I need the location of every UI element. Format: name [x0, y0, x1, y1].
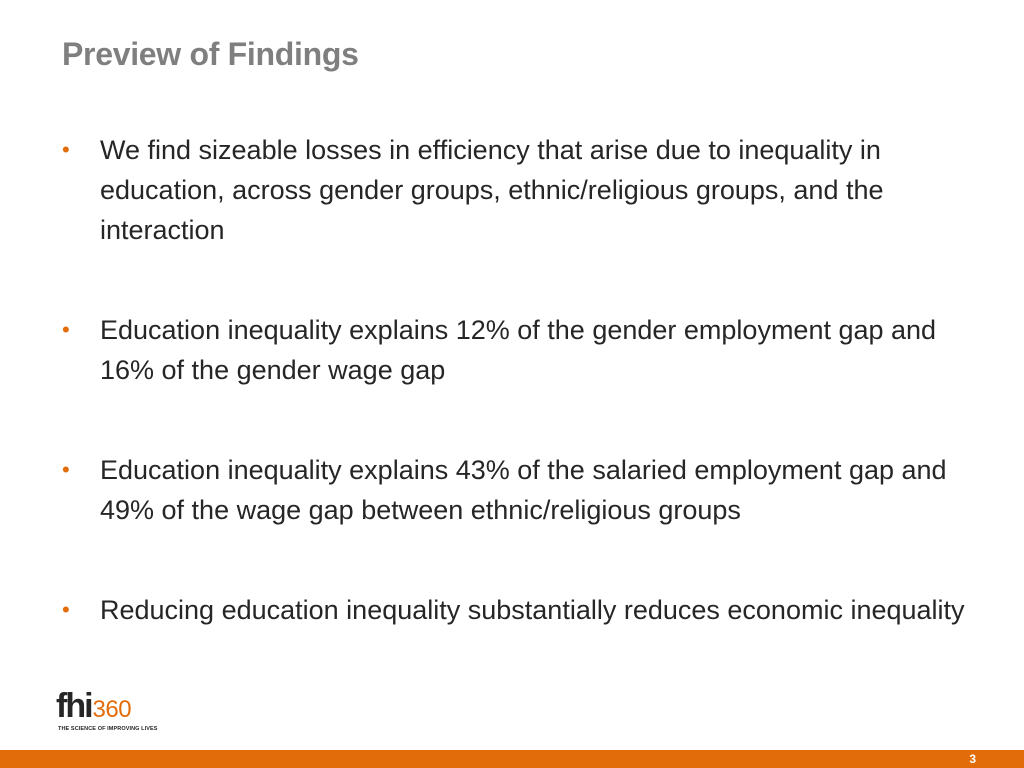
bullet-text: Education inequality explains 43% of the salaried employment gap and 49% of the wage gap between ethnic/religious groups	[100, 455, 947, 525]
page-number: 3	[969, 752, 976, 766]
bullet-text: Reducing education inequality substantially reduces economic inequality	[100, 595, 965, 625]
slide-title: Preview of Findings	[62, 36, 359, 72]
bullet-item	[62, 130, 982, 250]
bullet-marker: •	[62, 457, 70, 482]
logo-tagline: THE SCIENCE OF IMPROVING LIVES	[58, 726, 158, 732]
bullet-list	[62, 130, 982, 690]
logo-fhi-text: fhi	[56, 687, 92, 725]
bullet-item	[62, 310, 982, 390]
logo-wordmark	[56, 688, 131, 724]
bullet-item	[62, 450, 982, 530]
bullet-marker: •	[62, 597, 70, 622]
bullet-text: We find sizeable losses in efficiency that arise due to inequality in education, across gender groups, ethnic/religious groups, and the interaction	[100, 135, 884, 245]
footer-bar	[0, 750, 1024, 768]
bullet-marker: •	[62, 317, 70, 342]
fhi360-logo	[56, 688, 176, 738]
logo-360-text: 360	[92, 696, 132, 723]
bullet-text: Education inequality explains 12% of the gender employment gap and 16% of the gender wage gap	[100, 315, 937, 385]
bullet-marker: •	[62, 137, 70, 162]
bullet-item	[62, 590, 982, 630]
